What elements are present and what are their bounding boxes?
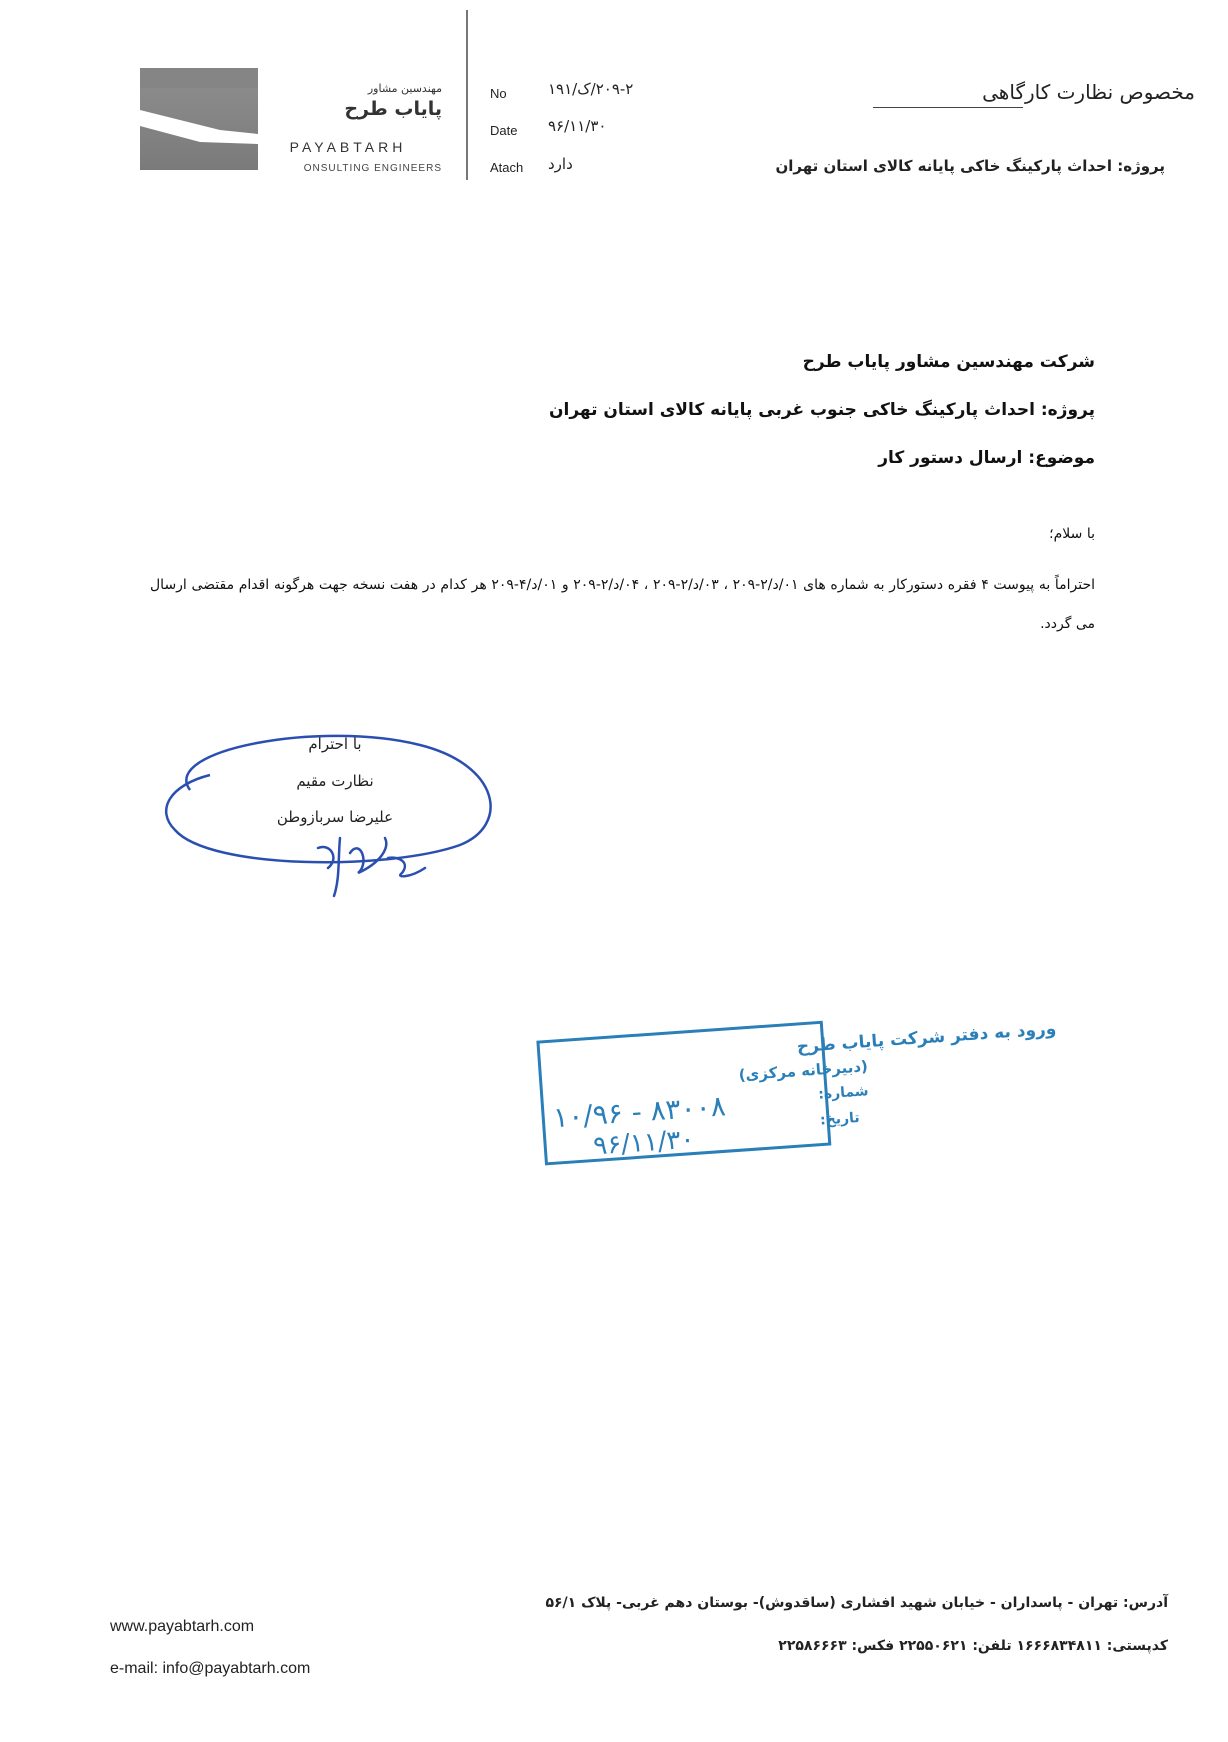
receipt-stamp <box>530 1018 1057 1170</box>
footer-contact: کدپستی: ۱۶۶۶۸۳۴۸۱۱ تلفن: ۲۲۵۵۰۶۲۱ فکس: ۲۲۵۸۶۶۶۳ <box>778 1638 1168 1654</box>
signature-title: نظارت مقیم <box>296 772 374 790</box>
meta-attach-value: دارد <box>548 155 573 173</box>
meta-date-label: Date <box>490 123 518 138</box>
letter-project: پروژه: احداث پارکینگ خاکی جنوب غربی پایانه کالای استان تهران <box>548 400 1095 420</box>
brand-small-text: مهندسین مشاور <box>367 82 442 95</box>
company-logo-mark <box>140 68 258 170</box>
footer-email: e-mail: info@payabtarh.com <box>110 1660 311 1677</box>
recipient-company: شرکت مهندسین مشاور پایاب طرح <box>802 352 1095 372</box>
footer-address: آدرس: تهران - پاسداران - خیابان شهید افشاری (ساقدوش)- بوستان دهم غربی- پلاک ۵۶/۱ <box>545 1595 1168 1611</box>
meta-date-value: ۹۶/۱۱/۳۰ <box>548 117 607 135</box>
letter-body: احتراماً به پیوست ۴ فقره دستورکار به شماره های ۰۱/د/۲-۲۰۹ ، ۰۳/د/۲-۲۰۹ ، ۰۴/د/۲-۲۰۹ و ۰۱/د/۴-۲۰۹ هر کدام در هفت نسخه جهت هرگونه اقدام مقتضی ارسال می گردد. <box>150 577 1096 632</box>
meta-no-label: No <box>490 86 507 101</box>
brand-subtitle: ONSULTING ENGINEERS <box>303 163 442 174</box>
stamp-date-label: تاریخ: <box>819 1109 861 1129</box>
header-title: مخصوص نظارت کارگاهی <box>982 80 1195 104</box>
handwritten-signature <box>310 818 430 898</box>
header-title-underline <box>873 107 1023 108</box>
letter-subject: موضوع: ارسال دستور کار <box>878 448 1095 468</box>
stamp-date-value: ۹۶/۱۱/۳۰ <box>592 1124 696 1162</box>
meta-no-value: ۲۰۹-۲/ک/۱۹۱ <box>548 80 634 98</box>
stamp-number-value: ۱۰/۹۶ - ۸۳۰۰۸ <box>552 1089 727 1135</box>
header-project: پروژه: احداث پارکینگ خاکی پایانه کالای استان تهران <box>775 157 1165 175</box>
footer-website: www.payabtarh.com <box>110 1618 255 1635</box>
stamp-subtitle: (دبیرخانه مرکزی) <box>738 1057 869 1085</box>
header-divider <box>466 10 468 180</box>
meta-attach-label: Atach <box>490 160 524 175</box>
signature-closing: با احترام <box>308 735 362 753</box>
brand-english-name: PAYABTARH <box>289 139 407 155</box>
stamp-number-label: شماره: <box>817 1083 870 1103</box>
signature-name: علیرضا سربازوطن <box>276 808 394 826</box>
letter-greeting: با سلام؛ <box>1049 526 1095 542</box>
stamp-title: ورود به دفتر شرکت پایاب طرح <box>796 1018 1057 1058</box>
brand-persian-name: پایاب طرح <box>344 98 442 120</box>
